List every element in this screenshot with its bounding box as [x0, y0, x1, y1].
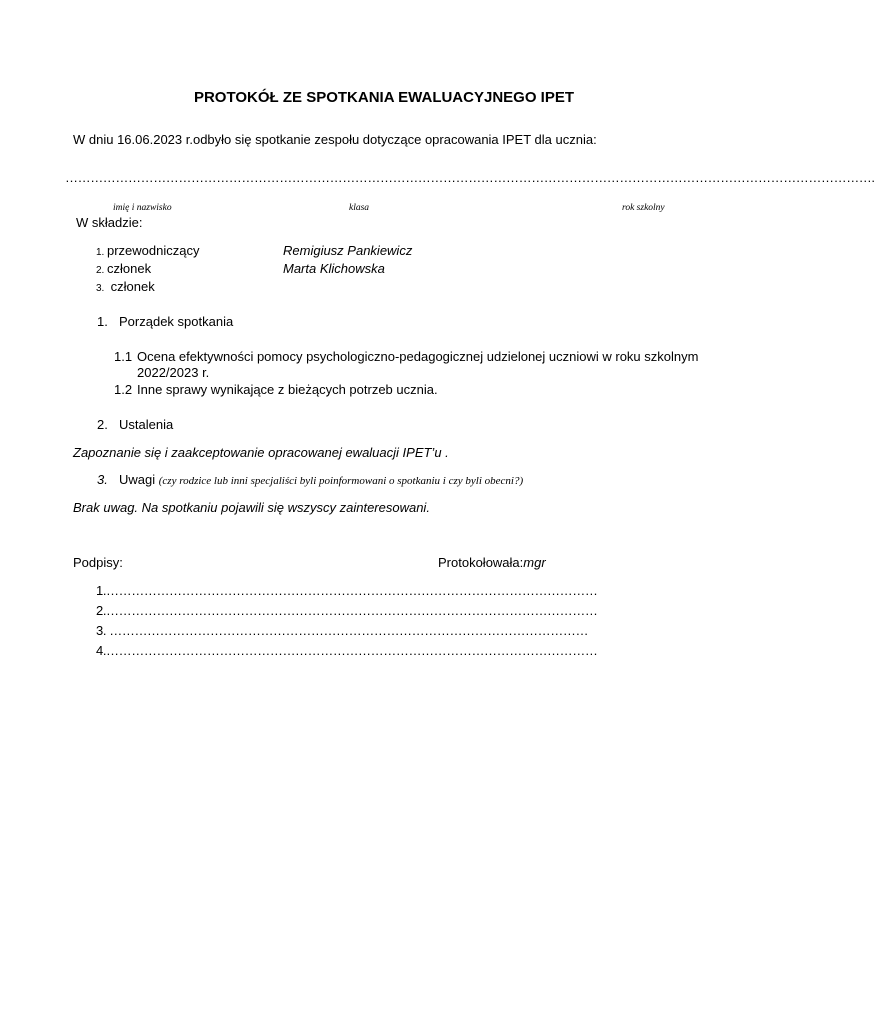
- agenda-item-number: 1.1: [114, 349, 133, 364]
- member-role: członek: [107, 261, 152, 276]
- signature-line: 4.………………………………………………………………………………………………………: [96, 643, 598, 658]
- section-1-number: 1.: [97, 314, 108, 329]
- member-number: 1.: [96, 247, 105, 258]
- section-3-heading: [119, 472, 523, 487]
- signature-line: 1.………………………………………………………………………………………………………: [96, 583, 598, 598]
- member-number: 2.: [96, 265, 105, 276]
- section-1-title: Porządek spotkania: [119, 314, 234, 329]
- section-2-number: 2.: [97, 417, 108, 432]
- recorder-value: mgr: [523, 555, 546, 570]
- recorder-field: [438, 555, 546, 570]
- section-3-title: Uwagi: [119, 472, 156, 487]
- section-3-note: (czy rodzice lub inni specjaliści byli poinformowani o spotkaniu i czy byli obecni?): [158, 475, 524, 487]
- agenda-item-number: 1.2: [114, 382, 133, 397]
- member-name: Marta Klichowska: [283, 261, 385, 276]
- member-row: [96, 243, 200, 258]
- section-3-content: Brak uwag. Na spotkaniu pojawili się wszyscy zainteresowani.: [73, 500, 430, 515]
- section-3-number: 3.: [97, 472, 108, 487]
- intro-text: W dniu 16.06.2023 r.odbyło się spotkanie zespołu dotyczące opracowania IPET dla ucznia:: [73, 132, 597, 147]
- composition-label: W składzie:: [76, 215, 143, 230]
- member-number: 3.: [96, 283, 105, 294]
- section-2-content: Zapoznanie się i zaakceptowanie opracowanej ewaluacji IPET’u .: [73, 445, 449, 460]
- member-name: Remigiusz Pankiewicz: [283, 243, 413, 258]
- member-row: [96, 279, 155, 294]
- member-row: [96, 261, 151, 276]
- student-info-dotted-line: ………………………………………………………………………………………………………………………………………………………………………….: [65, 170, 875, 185]
- signatures-label: Podpisy:: [73, 555, 123, 570]
- label-school-year: rok szkolny: [622, 203, 665, 213]
- member-role: członek: [107, 279, 155, 294]
- label-name: imię i nazwisko: [113, 203, 172, 213]
- document-title: PROTOKÓŁ ZE SPOTKANIA EWALUACYJNEGO IPET: [193, 89, 575, 106]
- recorder-label: Protokołowała:: [438, 555, 524, 570]
- agenda-item-text: Ocena efektywności pomocy psychologiczno-pedagogicznej udzielonej uczniowi w roku szkolnym 2022/2023 r.: [137, 349, 699, 380]
- signature-line: 2.………………………………………………………………………………………………………: [96, 603, 598, 618]
- member-role: przewodniczący: [107, 243, 200, 258]
- signature-line: 3. ……………………………………………………………………………………………………: [96, 623, 589, 638]
- label-class: klasa: [349, 203, 370, 213]
- agenda-item-text: Inne sprawy wynikające z bieżących potrzeb ucznia.: [137, 382, 438, 397]
- section-2-title: Ustalenia: [119, 417, 174, 432]
